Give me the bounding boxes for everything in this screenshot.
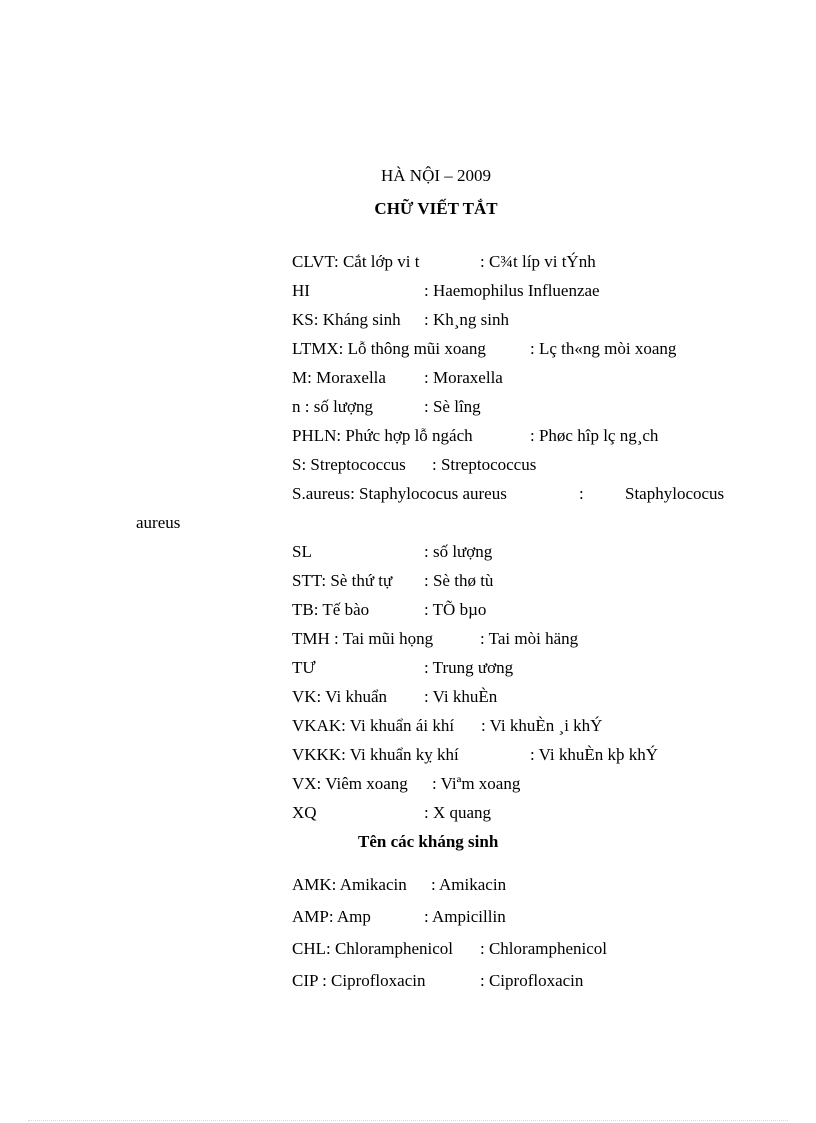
abbr-right: : C¾t líp vi tÝnh bbox=[480, 252, 596, 271]
abbr-right: : Tai mòi häng bbox=[480, 629, 579, 648]
abbr-left: VKAK: Vi khuẩn ái khí bbox=[292, 716, 455, 735]
abbr-left: VX: Viêm xoang bbox=[292, 774, 408, 793]
abbr-left: PHLN: Phức hợp lỗ ngách bbox=[292, 426, 473, 445]
abbr-left: TB: Tế bào bbox=[292, 600, 370, 619]
abbreviations-title: CHỮ VIẾT TẮT bbox=[374, 199, 498, 218]
antibiotic-right: : Amikacin bbox=[431, 875, 507, 894]
abbr-right: : Viªm xoang bbox=[432, 774, 521, 793]
abbr-right: : Kh¸ng sinh bbox=[424, 310, 509, 329]
antibiotic-left: CIP : Ciprofloxacin bbox=[292, 971, 426, 990]
abbr-left: VKKK: Vi khuẩn kỵ khí bbox=[292, 745, 459, 764]
abbr-left: M: Moraxella bbox=[292, 368, 386, 387]
page-bottom-rule bbox=[28, 1120, 788, 1121]
abbr-left: TƯ bbox=[292, 658, 316, 677]
abbr-right: : Haemophilus Influenzae bbox=[424, 281, 600, 300]
antibiotic-left: AMP: Amp bbox=[292, 907, 371, 926]
place-year: HÀ NỘI – 2009 bbox=[380, 166, 492, 185]
abbr-right: : Trung ương bbox=[424, 658, 514, 677]
abbr-left: XQ bbox=[292, 803, 317, 822]
abbr-left: STT: Sè thứ tự bbox=[292, 571, 393, 590]
abbr-right: : Sè lîng bbox=[424, 397, 481, 416]
abbr-right: : Streptococcus bbox=[432, 455, 537, 474]
abbr-right: : Phøc hîp lç ng¸ch bbox=[530, 426, 659, 445]
antibiotic-right: : Ampicillin bbox=[424, 907, 506, 926]
abbr-right: : TÕ bµo bbox=[424, 600, 487, 619]
abbr-colon: : bbox=[579, 484, 584, 503]
antibiotic-right: : Ciprofloxacin bbox=[480, 971, 584, 990]
abbr-left: S: Streptococcus bbox=[292, 455, 406, 474]
abbr-right: : số lượng bbox=[424, 542, 493, 561]
antibiotic-right: : Chloramphenicol bbox=[480, 939, 608, 958]
abbr-right: : Vi khuÈn kþ khÝ bbox=[530, 745, 659, 764]
antibiotic-left: CHL: Chloramphenicol bbox=[292, 939, 454, 958]
abbr-left: VK: Vi khuẩn bbox=[292, 687, 387, 706]
abbr-left: SL bbox=[292, 542, 312, 561]
antibiotic-left: AMK: Amikacin bbox=[292, 875, 407, 894]
abbr-right: : Vi khuÈn ¸i khÝ bbox=[481, 716, 603, 735]
abbr-left: CLVT: Cắt lớp vi t bbox=[292, 252, 420, 271]
abbr-left: HI bbox=[292, 281, 310, 300]
abbr-left: LTMX: Lỗ thông mũi xoang bbox=[292, 339, 486, 358]
antibiotics-title: Tên các kháng sinh bbox=[358, 832, 499, 851]
abbr-right: : X quang bbox=[424, 803, 492, 822]
abbr-right: : Vi khuÈn bbox=[424, 687, 498, 706]
abbr-wrap: aureus bbox=[136, 513, 181, 532]
abbr-left: n : số lượng bbox=[292, 397, 374, 416]
abbr-left: TMH : Tai mũi họng bbox=[292, 629, 434, 648]
abbr-left: KS: Kháng sinh bbox=[292, 310, 401, 329]
abbr-right: : Moraxella bbox=[424, 368, 503, 387]
abbr-right: : Lç th«ng mòi xoang bbox=[530, 339, 677, 358]
abbr-right: Staphylococus bbox=[625, 484, 725, 503]
abbr-right: : Sè thø tù bbox=[424, 571, 494, 590]
abbr-left: S.aureus: Staphylococus aureus bbox=[292, 484, 507, 503]
